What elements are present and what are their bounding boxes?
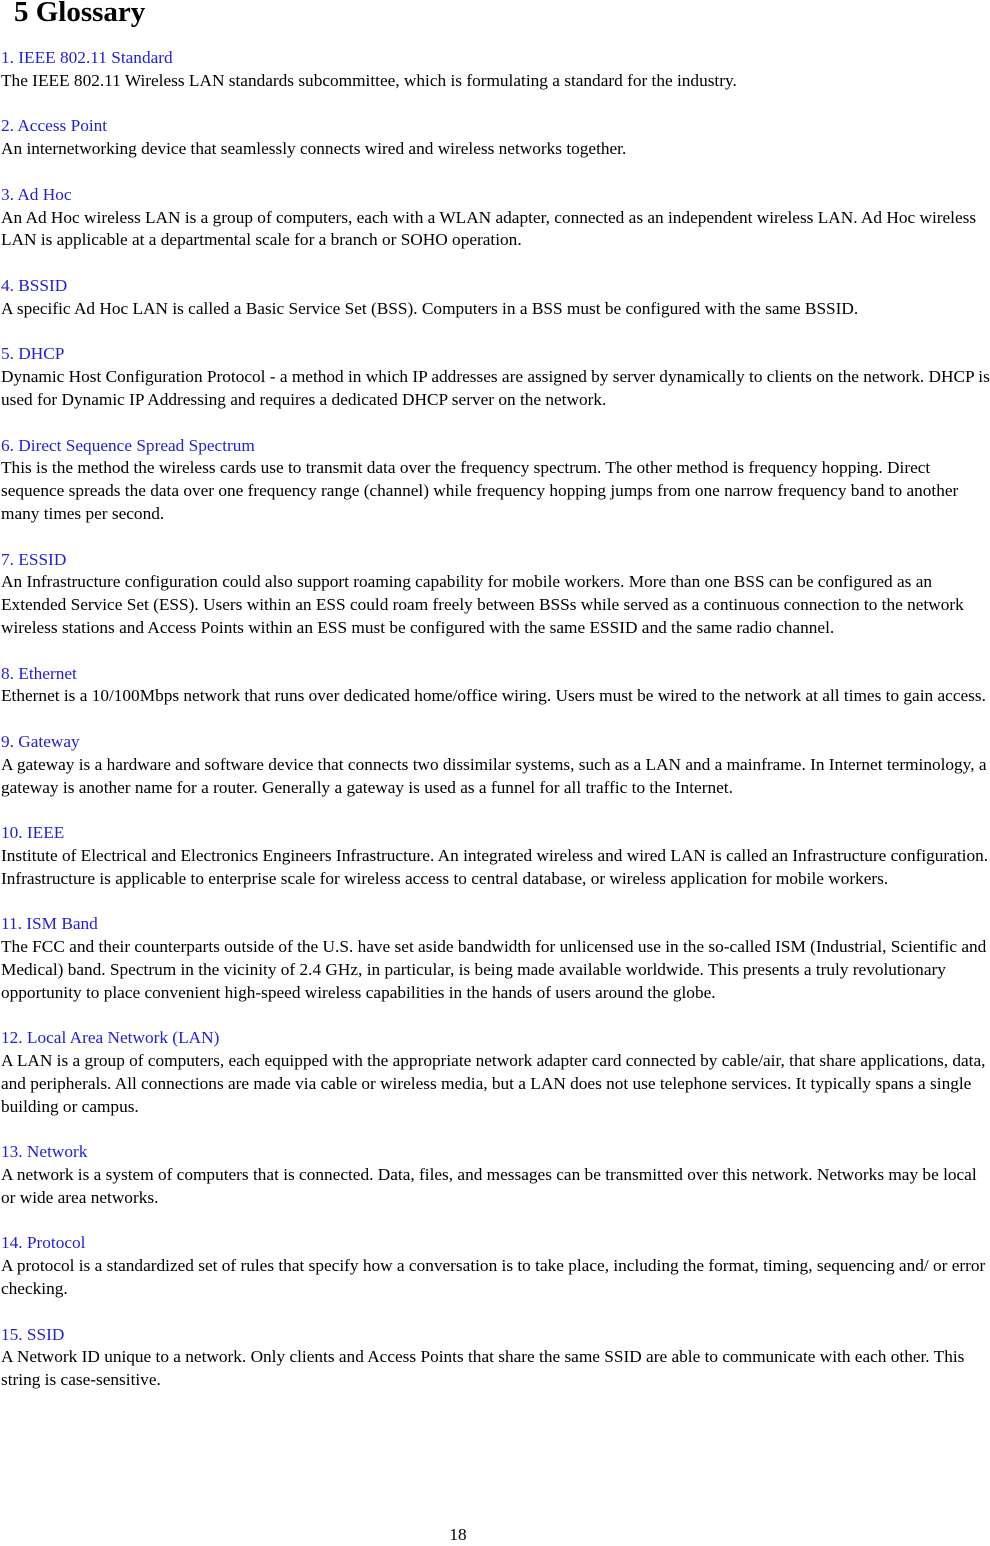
glossary-definition: The IEEE 802.11 Wireless LAN standards subcommittee, which is formulating a standard for the industry.	[1, 70, 737, 90]
glossary-list	[1, 47, 990, 1415]
glossary-term: 2. Access Point	[1, 116, 108, 136]
glossary-definition: A specific Ad Hoc LAN is called a Basic Service Set (BSS). Computers in a BSS must be configured with the same BSSID.	[1, 298, 859, 318]
glossary-definition: The FCC and their counterparts outside of the U.S. have set aside bandwidth for unlicensed use in the so-called ISM (Industrial, Scientific and Medical) band. Spectrum in the vicinity of 2.4 GHz, in particular, is being made available worldwide. This presents a truly revolutionary opportunity to place convenient high-speed wireless capabilities in the hands of users around the globe.	[1, 937, 987, 1002]
glossary-definition: Ethernet is a 10/100Mbps network that runs over dedicated home/office wiring. Users must be wired to the network at all times to gain access.	[1, 686, 986, 706]
glossary-entry	[1, 731, 990, 799]
glossary-entry	[1, 549, 990, 640]
glossary-term: 13. Network	[1, 1142, 88, 1162]
glossary-term: 3. Ad Hoc	[1, 184, 72, 204]
glossary-term: 9. Gateway	[1, 731, 80, 751]
glossary-term: 11. ISM Band	[1, 914, 98, 934]
glossary-entry	[1, 184, 990, 252]
glossary-term: 14. Protocol	[1, 1233, 86, 1253]
glossary-term: 7. ESSID	[1, 549, 67, 569]
glossary-term: 4. BSSID	[1, 275, 68, 295]
glossary-definition: A LAN is a group of computers, each equipped with the appropriate network adapter card connected by cable/air, that share applications, data, and peripherals. All connections are made via cable or wireless media, but a LAN does not use telephone services. It typically spans a single building or campus.	[1, 1051, 986, 1116]
glossary-entry	[1, 435, 990, 526]
glossary-term: 15. SSID	[1, 1324, 65, 1344]
glossary-definition: A protocol is a standardized set of rules that specify how a conversation is to take place, including the format, timing, sequencing and/ or error checking.	[1, 1256, 986, 1299]
glossary-entry	[1, 913, 990, 1004]
glossary-entry	[1, 1324, 990, 1392]
glossary-entry	[1, 663, 990, 709]
glossary-entry	[1, 343, 990, 411]
glossary-definition: A Network ID unique to a network. Only clients and Access Points that share the same SSID are able to communicate with each other. This string is case-sensitive.	[1, 1347, 965, 1390]
glossary-definition: Dynamic Host Configuration Protocol - a method in which IP addresses are assigned by server dynamically to clients on the network. DHCP is used for Dynamic IP Addressing and requires a dedicated DHCP server on the network.	[1, 367, 990, 409]
glossary-entry	[1, 1027, 990, 1118]
glossary-entry	[1, 275, 990, 321]
glossary-term: 8. Ethernet	[1, 663, 77, 683]
glossary-entry	[1, 1141, 990, 1209]
glossary-definition: An Ad Hoc wireless LAN is a group of computers, each with a WLAN adapter, connected as an independent wireless LAN. Ad Hoc wireless LAN is applicable at a departmental scale for a branch or SOHO operation.	[1, 207, 977, 250]
glossary-definition: A gateway is a hardware and software device that connects two dissimilar systems, such as a LAN and a mainframe. In Internet terminology, a gateway is another name for a router. Generally a gateway is used as a funnel for all traffic to the Internet.	[1, 754, 987, 797]
glossary-entry	[1, 822, 990, 890]
glossary-definition: Institute of Electrical and Electronics Engineers Infrastructure. An integrated wireless and wired LAN is called an Infrastructure configuration. Infrastructure is applicable to enterprise scale for wireless access to central database, or wireless application for mobile workers.	[1, 845, 989, 888]
glossary-term: 12. Local Area Network (LAN)	[1, 1028, 220, 1048]
glossary-entry	[1, 115, 990, 161]
glossary-term: 6. Direct Sequence Spread Spectrum	[1, 435, 255, 455]
glossary-definition: This is the method the wireless cards use to transmit data over the frequency spectrum. The other method is frequency hopping. Direct sequence spreads the data over one frequency range (channel) while frequency hopping jumps from one narrow frequency band to another many times per second.	[1, 458, 959, 523]
glossary-term: 1. IEEE 802.11 Standard	[1, 48, 173, 67]
glossary-entry	[1, 47, 990, 93]
glossary-definition: A network is a system of computers that is connected. Data, files, and messages can be transmitted over this network. Networks may be local or wide area networks.	[1, 1165, 977, 1207]
glossary-term: 5. DHCP	[1, 344, 65, 364]
page-number: 18	[449, 1525, 467, 1544]
glossary-definition: An Infrastructure configuration could also support roaming capability for mobile workers. More than one BSS can be configured as an Extended Service Set (ESS). Users within an ESS could roam freely between BSSs while served as a continuous connection to the network wireless stations and Access Points within an ESS must be configured with the same ESSID and the same radio channel.	[1, 572, 964, 637]
glossary-entry	[1, 1232, 990, 1300]
glossary-definition: An internetworking device that seamlessly connects wired and wireless networks together.	[1, 139, 627, 159]
glossary-term: 10. IEEE	[1, 823, 65, 843]
section-title: 5 Glossary	[14, 0, 146, 28]
